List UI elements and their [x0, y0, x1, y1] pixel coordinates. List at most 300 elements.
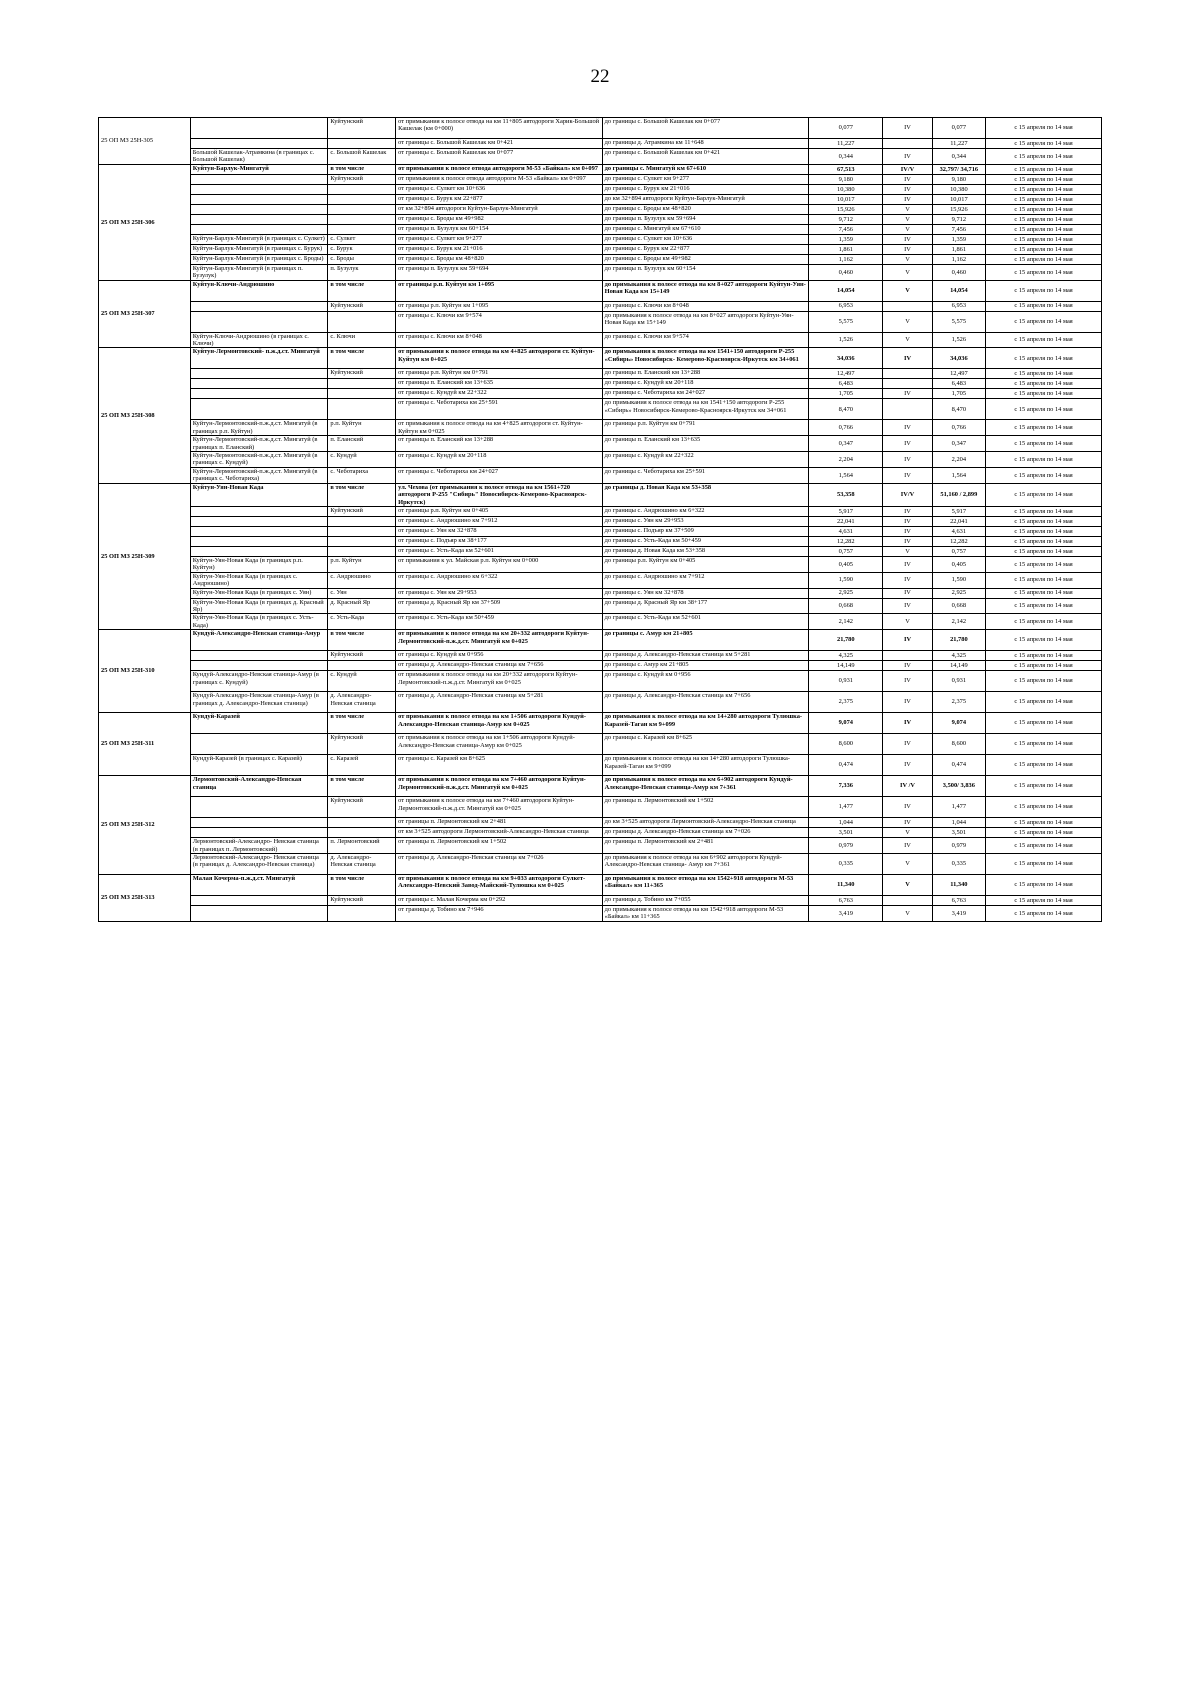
- location-cell: [328, 224, 396, 234]
- period-cell: с 15 апреля по 14 мая: [986, 483, 1102, 506]
- length-by-category-cell: 8,470: [932, 399, 986, 420]
- period-cell: с 15 апреля по 14 мая: [986, 598, 1102, 614]
- length-cell: 11,340: [809, 874, 883, 895]
- category-cell: V: [883, 214, 932, 224]
- to-cell: до границы с. Сулкет км 9+277: [602, 174, 809, 184]
- length-cell: 7,456: [809, 224, 883, 234]
- period-cell: с 15 апреля по 14 мая: [986, 755, 1102, 776]
- length-cell: 1,526: [809, 332, 883, 348]
- from-cell: от границы р.п. Куйтун км 0+405: [396, 506, 603, 516]
- to-cell: до границы с. Амур км 21+805: [602, 661, 809, 671]
- to-cell: до границы р.п. Куйтун км 0+791: [602, 420, 809, 436]
- location-cell: п. Лермонтовский: [328, 838, 396, 854]
- table-row: [99, 389, 1102, 399]
- table-row: [99, 311, 1102, 332]
- period-cell: с 15 апреля по 14 мая: [986, 244, 1102, 254]
- length-by-category-cell: 8,600: [932, 734, 986, 755]
- length-cell: 53,358: [809, 483, 883, 506]
- table-row: [99, 598, 1102, 614]
- to-cell: до границы с. Кундуй км 22+322: [602, 452, 809, 468]
- location-cell: д. Красный Яр: [328, 598, 396, 614]
- length-by-category-cell: 22,041: [932, 516, 986, 526]
- table-row: [99, 905, 1102, 921]
- length-by-category-cell: 14,149: [932, 661, 986, 671]
- to-cell: до границы с. Кундуй км 0+956: [602, 671, 809, 692]
- category-cell: IV: [883, 194, 932, 204]
- category-cell: IV: [883, 671, 932, 692]
- location-cell: р.п. Куйтун: [328, 420, 396, 436]
- road-name-cell: Куйтун-Ключи-Андрюшино (в границах с. Ключи): [190, 332, 328, 348]
- location-cell: [328, 828, 396, 838]
- period-cell: с 15 апреля по 14 мая: [986, 588, 1102, 598]
- length-by-category-cell: 1,477: [932, 797, 986, 818]
- from-cell: от границы д. Тобино км 7+946: [396, 905, 603, 921]
- length-by-category-cell: 3,501: [932, 828, 986, 838]
- period-cell: с 15 апреля по 14 мая: [986, 369, 1102, 379]
- road-code-cell: 25 ОП МЗ 25Н-313: [99, 874, 191, 921]
- length-cell: 6,483: [809, 379, 883, 389]
- length-cell: 8,470: [809, 399, 883, 420]
- from-cell: от границы п. Лермонтовский км 2+481: [396, 818, 603, 828]
- length-cell: 1,564: [809, 467, 883, 483]
- period-cell: с 15 апреля по 14 мая: [986, 671, 1102, 692]
- category-cell: IV: [883, 734, 932, 755]
- to-cell: до границы п. Еланский км 13+635: [602, 436, 809, 452]
- length-cell: 2,375: [809, 692, 883, 713]
- period-cell: с 15 апреля по 14 мая: [986, 452, 1102, 468]
- table-row: [99, 614, 1102, 630]
- to-cell: до границы с. Броды км 48+820: [602, 204, 809, 214]
- table-row: [99, 184, 1102, 194]
- from-cell: от примыкания к полосе отвода на км 4+825 автодороги ст. Куйтун-Куйтун км 0+025: [396, 348, 603, 369]
- location-cell: п. Еланский: [328, 436, 396, 452]
- road-name-cell: [190, 369, 328, 379]
- road-name-cell: Кундуй-Александро-Невская станица-Амур: [190, 630, 328, 651]
- length-by-category-cell: 1,564: [932, 467, 986, 483]
- road-name-cell: Куйтун-Лермонтовский-п.ж.д.ст. Мингатуй (в границах с. Кундуй): [190, 452, 328, 468]
- road-name-cell: Куйтун-Лермонтовский-п.ж.д.ст. Мингатуй (в границах с. Чеботариха): [190, 467, 328, 483]
- period-cell: с 15 апреля по 14 мая: [986, 516, 1102, 526]
- from-cell: от примыкания к полосе отвода на км 11+805 автодороги Харик-Большой Кашелак (км 0+000): [396, 118, 603, 139]
- road-name-cell: Кундуй-Каразей (в границах с. Каразей): [190, 755, 328, 776]
- category-cell: V: [883, 311, 932, 332]
- to-cell: до границы д. Александро-Невская станица км 5+281: [602, 651, 809, 661]
- category-cell: IV: [883, 467, 932, 483]
- location-cell: в том числе: [328, 280, 396, 301]
- table-row: [99, 254, 1102, 264]
- to-cell: до границы с. Амур км 21+805: [602, 630, 809, 651]
- road-name-cell: Куйтун-Барлук-Мингатуй (в границах с. Сулкет): [190, 234, 328, 244]
- table-row: [99, 588, 1102, 598]
- from-cell: от границы с. Броды км 49+982: [396, 214, 603, 224]
- length-cell: 5,917: [809, 506, 883, 516]
- category-cell: [883, 301, 932, 311]
- length-cell: 1,705: [809, 389, 883, 399]
- length-cell: 1,861: [809, 244, 883, 254]
- location-cell: [328, 661, 396, 671]
- length-cell: 12,282: [809, 536, 883, 546]
- length-by-category-cell: 12,282: [932, 536, 986, 546]
- table-row: [99, 149, 1102, 165]
- period-cell: с 15 апреля по 14 мая: [986, 467, 1102, 483]
- location-cell: д. Александро-Невская станица: [328, 692, 396, 713]
- to-cell: до границы р.п. Куйтун км 0+405: [602, 556, 809, 572]
- road-name-cell: [190, 651, 328, 661]
- road-name-cell: [190, 204, 328, 214]
- length-by-category-cell: 0,347: [932, 436, 986, 452]
- period-cell: с 15 апреля по 14 мая: [986, 301, 1102, 311]
- road-name-cell: [190, 536, 328, 546]
- location-cell: [328, 536, 396, 546]
- table-row: [99, 853, 1102, 874]
- period-cell: с 15 апреля по 14 мая: [986, 234, 1102, 244]
- road-name-cell: [190, 174, 328, 184]
- table-row: [99, 828, 1102, 838]
- location-cell: [328, 139, 396, 149]
- category-cell: IV: [883, 184, 932, 194]
- table-row: [99, 776, 1102, 797]
- table-row: [99, 214, 1102, 224]
- to-cell: до границы д. Новая Када км 53+358: [602, 546, 809, 556]
- period-cell: с 15 апреля по 14 мая: [986, 692, 1102, 713]
- length-by-category-cell: 9,074: [932, 713, 986, 734]
- to-cell: до границы с. Бурук км 21+016: [602, 184, 809, 194]
- period-cell: с 15 апреля по 14 мая: [986, 651, 1102, 661]
- location-cell: [328, 214, 396, 224]
- to-cell: до границы с. Кундуй км 20+118: [602, 379, 809, 389]
- category-cell: IV: [883, 149, 932, 165]
- category-cell: V: [883, 224, 932, 234]
- road-name-cell: Куйтун-Ключи-Андрюшино: [190, 280, 328, 301]
- length-by-category-cell: 0,931: [932, 671, 986, 692]
- road-name-cell: [190, 661, 328, 671]
- length-cell: 3,501: [809, 828, 883, 838]
- table-row: [99, 280, 1102, 301]
- to-cell: до границы с. Сулкет км 10+636: [602, 234, 809, 244]
- category-cell: [883, 399, 932, 420]
- length-by-category-cell: 34,036: [932, 348, 986, 369]
- table-row: [99, 797, 1102, 818]
- length-cell: 6,763: [809, 895, 883, 905]
- to-cell: до границы д. Александро-Невская станица км 7+656: [602, 692, 809, 713]
- from-cell: от примыкания к полосе отвода на км 20+332 автодороги Куйтун-Лермонтовский-п.ж.д.ст. Мингатуй км 0+025: [396, 671, 603, 692]
- to-cell: до границы д. Новая Када км 53+358: [602, 483, 809, 506]
- period-cell: с 15 апреля по 14 мая: [986, 204, 1102, 214]
- location-cell: в том числе: [328, 874, 396, 895]
- category-cell: IV: [883, 118, 932, 139]
- length-by-category-cell: 0,979: [932, 838, 986, 854]
- length-cell: 0,757: [809, 546, 883, 556]
- length-by-category-cell: 0,474: [932, 755, 986, 776]
- table-row: [99, 651, 1102, 661]
- length-by-category-cell: 1,162: [932, 254, 986, 264]
- length-by-category-cell: 0,766: [932, 420, 986, 436]
- table-row: [99, 399, 1102, 420]
- to-cell: до примыкания к полосе отвода на км 8+027 автодороги Куйтун-Уян-Новая Када км 15+149: [602, 311, 809, 332]
- category-cell: IV: [883, 174, 932, 184]
- to-cell: до границы с. Андрюшино км 6+322: [602, 506, 809, 516]
- period-cell: с 15 апреля по 14 мая: [986, 139, 1102, 149]
- table-row: [99, 692, 1102, 713]
- location-cell: с. Чеботариха: [328, 467, 396, 483]
- table-row: [99, 467, 1102, 483]
- page-number: 22: [590, 66, 610, 87]
- location-cell: Куйтунский: [328, 651, 396, 661]
- length-cell: 10,017: [809, 194, 883, 204]
- length-cell: 22,041: [809, 516, 883, 526]
- length-by-category-cell: 0,757: [932, 546, 986, 556]
- road-name-cell: Куйтун-Барлук-Мингатуй (в границах с. Броды): [190, 254, 328, 264]
- length-by-category-cell: 1,359: [932, 234, 986, 244]
- to-cell: до границы с. Подъяр км 37+509: [602, 526, 809, 536]
- period-cell: с 15 апреля по 14 мая: [986, 224, 1102, 234]
- length-cell: 8,600: [809, 734, 883, 755]
- table-row: [99, 838, 1102, 854]
- category-cell: IV: [883, 588, 932, 598]
- to-cell: до границы с. Андрюшино км 7+912: [602, 572, 809, 588]
- length-by-category-cell: 2,142: [932, 614, 986, 630]
- length-cell: 2,204: [809, 452, 883, 468]
- category-cell: IV: [883, 420, 932, 436]
- location-cell: Куйтунский: [328, 797, 396, 818]
- length-cell: 14,054: [809, 280, 883, 301]
- from-cell: от границы с. Андрюшино км 6+322: [396, 572, 603, 588]
- road-name-cell: Куйтун-Уян-Новая Када (в границах р.п. Куйтун): [190, 556, 328, 572]
- category-cell: IV: [883, 598, 932, 614]
- road-name-cell: Куйтун-Барлук-Мингатуй (в границах п. Бузулук): [190, 264, 328, 280]
- period-cell: с 15 апреля по 14 мая: [986, 572, 1102, 588]
- length-by-category-cell: 3,419: [932, 905, 986, 921]
- period-cell: с 15 апреля по 14 мая: [986, 311, 1102, 332]
- length-by-category-cell: 9,712: [932, 214, 986, 224]
- length-cell: 34,036: [809, 348, 883, 369]
- road-name-cell: [190, 828, 328, 838]
- category-cell: V: [883, 254, 932, 264]
- to-cell: до примыкания к полосе отвода на км 14+280 автодороги Тулюшка-Каразей-Таган км 9+099: [602, 713, 809, 734]
- length-cell: 21,780: [809, 630, 883, 651]
- road-name-cell: Большой Кашелак-Атрамкина (в границах с. Большой Кашелак): [190, 149, 328, 165]
- to-cell: до примыкания к полосе отвода на км 1542+918 автодороги М-53 «Байкал» км 11+365: [602, 905, 809, 921]
- road-name-cell: [190, 118, 328, 139]
- road-name-cell: [190, 184, 328, 194]
- location-cell: [328, 184, 396, 194]
- table-row: [99, 506, 1102, 516]
- location-cell: [328, 546, 396, 556]
- from-cell: от границы п. Еланский км 13+288: [396, 436, 603, 452]
- period-cell: с 15 апреля по 14 мая: [986, 399, 1102, 420]
- road-name-cell: Лермонтовский-Александро- Невская станица (в границах п. Лермонтовский): [190, 838, 328, 854]
- to-cell: до границы с. Уян км 32+878: [602, 588, 809, 598]
- location-cell: с. Сулкет: [328, 234, 396, 244]
- period-cell: с 15 апреля по 14 мая: [986, 264, 1102, 280]
- to-cell: до границы д. Тобино км 7+055: [602, 895, 809, 905]
- category-cell: [883, 139, 932, 149]
- length-cell: 67,513: [809, 164, 883, 174]
- table-row: [99, 118, 1102, 139]
- length-cell: 1,359: [809, 234, 883, 244]
- period-cell: с 15 апреля по 14 мая: [986, 254, 1102, 264]
- from-cell: от границы с. Кундуй км 20+118: [396, 452, 603, 468]
- length-by-category-cell: 32,797/ 34,716: [932, 164, 986, 174]
- from-cell: от границы с. Усть-Када км 50+459: [396, 614, 603, 630]
- to-cell: до границы с. Уян км 29+953: [602, 516, 809, 526]
- length-cell: 6,953: [809, 301, 883, 311]
- to-cell: до примыкания к полосе отвода на км 8+027 автодороги Куйтун-Уян-Новая Када км 15+149: [602, 280, 809, 301]
- location-cell: д. Александро-Невская станица: [328, 853, 396, 874]
- to-cell: до примыкания к полосе отвода на км 14+280 автодороги Тулюшка-Каразей-Таган км 9+099: [602, 755, 809, 776]
- road-name-cell: Лермонтовский-Александро- Невская станица (в границах д. Александро-Невская станица): [190, 853, 328, 874]
- category-cell: IV: [883, 234, 932, 244]
- table-row: [99, 661, 1102, 671]
- table-row: [99, 204, 1102, 214]
- to-cell: до границы с. Большой Кашелак км 0+421: [602, 149, 809, 165]
- location-cell: [328, 379, 396, 389]
- length-cell: 4,631: [809, 526, 883, 536]
- to-cell: до границы п. Еланский км 13+288: [602, 369, 809, 379]
- length-by-category-cell: 12,497: [932, 369, 986, 379]
- road-name-cell: Кундуй-Каразей: [190, 713, 328, 734]
- length-by-category-cell: 21,780: [932, 630, 986, 651]
- length-by-category-cell: 4,631: [932, 526, 986, 536]
- road-name-cell: Кундуй-Александро-Невская станица-Амур (в границах д. Александро-Невская станица): [190, 692, 328, 713]
- from-cell: от границы с. Чеботариха км 24+027: [396, 467, 603, 483]
- road-name-cell: [190, 301, 328, 311]
- table-row: [99, 244, 1102, 254]
- length-cell: 5,575: [809, 311, 883, 332]
- category-cell: IV: [883, 526, 932, 536]
- length-cell: 0,474: [809, 755, 883, 776]
- table-row: [99, 556, 1102, 572]
- from-cell: от границы р.п. Куйтун км 1+095: [396, 280, 603, 301]
- period-cell: с 15 апреля по 14 мая: [986, 506, 1102, 516]
- from-cell: от границы р.п. Куйтун км 0+791: [396, 369, 603, 379]
- road-name-cell: [190, 797, 328, 818]
- from-cell: от границы д. Александро-Невская станица км 5+281: [396, 692, 603, 713]
- road-name-cell: Куйтун-Барлук-Мингатуй: [190, 164, 328, 174]
- from-cell: от примыкания к полосе отвода автодороги М-53 «Байкал» км 0+097: [396, 174, 603, 184]
- length-cell: 2,142: [809, 614, 883, 630]
- from-cell: от границы с. Броды км 48+820: [396, 254, 603, 264]
- category-cell: IV: [883, 556, 932, 572]
- road-code-cell: 25 ОП МЗ 25Н-309: [99, 483, 191, 629]
- period-cell: с 15 апреля по 14 мая: [986, 536, 1102, 546]
- table-row: [99, 164, 1102, 174]
- from-cell: от границы с. Бурук км 21+016: [396, 244, 603, 254]
- category-cell: V: [883, 874, 932, 895]
- from-cell: от примыкания к полосе отвода автодороги М-53 «Байкал» км 0+097: [396, 164, 603, 174]
- from-cell: от примыкания к полосе отвода на км 7+460 автодороги Куйтун-Лермонтовский-п.ж.д.ст. Мингатуй км 0+025: [396, 776, 603, 797]
- period-cell: с 15 апреля по 14 мая: [986, 853, 1102, 874]
- table-row: [99, 224, 1102, 234]
- length-by-category-cell: 2,375: [932, 692, 986, 713]
- period-cell: с 15 апреля по 14 мая: [986, 661, 1102, 671]
- period-cell: с 15 апреля по 14 мая: [986, 818, 1102, 828]
- period-cell: с 15 апреля по 14 мая: [986, 436, 1102, 452]
- category-cell: IV: [883, 797, 932, 818]
- location-cell: Куйтунский: [328, 734, 396, 755]
- period-cell: с 15 апреля по 14 мая: [986, 630, 1102, 651]
- length-cell: 1,477: [809, 797, 883, 818]
- location-cell: [328, 204, 396, 214]
- length-by-category-cell: 4,325: [932, 651, 986, 661]
- category-cell: [883, 651, 932, 661]
- to-cell: до границы с. Мингатуй км 67+610: [602, 224, 809, 234]
- road-name-cell: [190, 506, 328, 516]
- road-name-cell: Куйтун-Лермонтовский-п.ж.д.ст. Мингатуй (в границах п. Еланский): [190, 436, 328, 452]
- to-cell: до границы п. Бузулук км 60+154: [602, 264, 809, 280]
- to-cell: до границы с. Ключи км 9+574: [602, 332, 809, 348]
- location-cell: с. Каразей: [328, 755, 396, 776]
- from-cell: от примыкания к ул. Майская р.п. Куйтун км 0+000: [396, 556, 603, 572]
- location-cell: [328, 526, 396, 536]
- table-row: [99, 895, 1102, 905]
- from-cell: от границы с. Малая Кочерма км 0+292: [396, 895, 603, 905]
- category-cell: IV: [883, 389, 932, 399]
- category-cell: V: [883, 905, 932, 921]
- location-cell: [328, 818, 396, 828]
- category-cell: IV: [883, 506, 932, 516]
- table-row: [99, 379, 1102, 389]
- from-cell: от границы с. Каразей км 8+625: [396, 755, 603, 776]
- from-cell: от границы д. Красный Яр км 37+509: [396, 598, 603, 614]
- period-cell: с 15 апреля по 14 мая: [986, 556, 1102, 572]
- table-row: [99, 546, 1102, 556]
- from-cell: от примыкания к полосе отвода на км 1+506 автодороги Кундуй-Александро-Невская станица-Амур км 0+025: [396, 734, 603, 755]
- road-name-cell: Куйтун-Уян-Новая Када (в границах с. Андрюшино): [190, 572, 328, 588]
- from-cell: от границы с. Чеботариха км 25+591: [396, 399, 603, 420]
- length-by-category-cell: 10,380: [932, 184, 986, 194]
- length-cell: 11,227: [809, 139, 883, 149]
- category-cell: IV: [883, 661, 932, 671]
- from-cell: от границы п. Бузулук км 59+694: [396, 264, 603, 280]
- road-name-cell: [190, 516, 328, 526]
- table-row: [99, 436, 1102, 452]
- table-row: [99, 572, 1102, 588]
- period-cell: с 15 апреля по 14 мая: [986, 184, 1102, 194]
- period-cell: с 15 апреля по 14 мая: [986, 838, 1102, 854]
- road-name-cell: [190, 311, 328, 332]
- table-row: [99, 630, 1102, 651]
- road-name-cell: Куйтун-Уян-Новая Када: [190, 483, 328, 506]
- period-cell: с 15 апреля по 14 мая: [986, 174, 1102, 184]
- category-cell: V: [883, 264, 932, 280]
- road-name-cell: [190, 895, 328, 905]
- table-row: [99, 452, 1102, 468]
- length-by-category-cell: 1,526: [932, 332, 986, 348]
- period-cell: с 15 апреля по 14 мая: [986, 614, 1102, 630]
- road-name-cell: Малая Кочерма-п.ж.д.ст. Мингатуй: [190, 874, 328, 895]
- to-cell: до границы п. Лермонтовский км 2+481: [602, 838, 809, 854]
- to-cell: до км 32+894 автодороги Куйтун-Барлук-Мингатуй: [602, 194, 809, 204]
- period-cell: с 15 апреля по 14 мая: [986, 280, 1102, 301]
- length-by-category-cell: 11,340: [932, 874, 986, 895]
- length-by-category-cell: 0,077: [932, 118, 986, 139]
- period-cell: с 15 апреля по 14 мая: [986, 546, 1102, 556]
- table-row: [99, 234, 1102, 244]
- from-cell: от границы с. Сулкет км 9+277: [396, 234, 603, 244]
- length-cell: 10,380: [809, 184, 883, 194]
- length-cell: 0,405: [809, 556, 883, 572]
- from-cell: от км 32+894 автодороги Куйтун-Барлук-Мингатуй: [396, 204, 603, 214]
- road-code-cell: 25 ОП МЗ 25Н-312: [99, 776, 191, 875]
- location-cell: в том числе: [328, 164, 396, 174]
- road-name-cell: Куйтун-Лермонтовский- п.ж.д.ст. Мингатуй: [190, 348, 328, 369]
- length-by-category-cell: 1,044: [932, 818, 986, 828]
- to-cell: до примыкания к полосе отвода на км 6+902 автодороги Кундуй-Александро-Невская станица-Амур км 7+361: [602, 776, 809, 797]
- table-row: [99, 755, 1102, 776]
- length-by-category-cell: 0,405: [932, 556, 986, 572]
- length-by-category-cell: 51,160 / 2,899: [932, 483, 986, 506]
